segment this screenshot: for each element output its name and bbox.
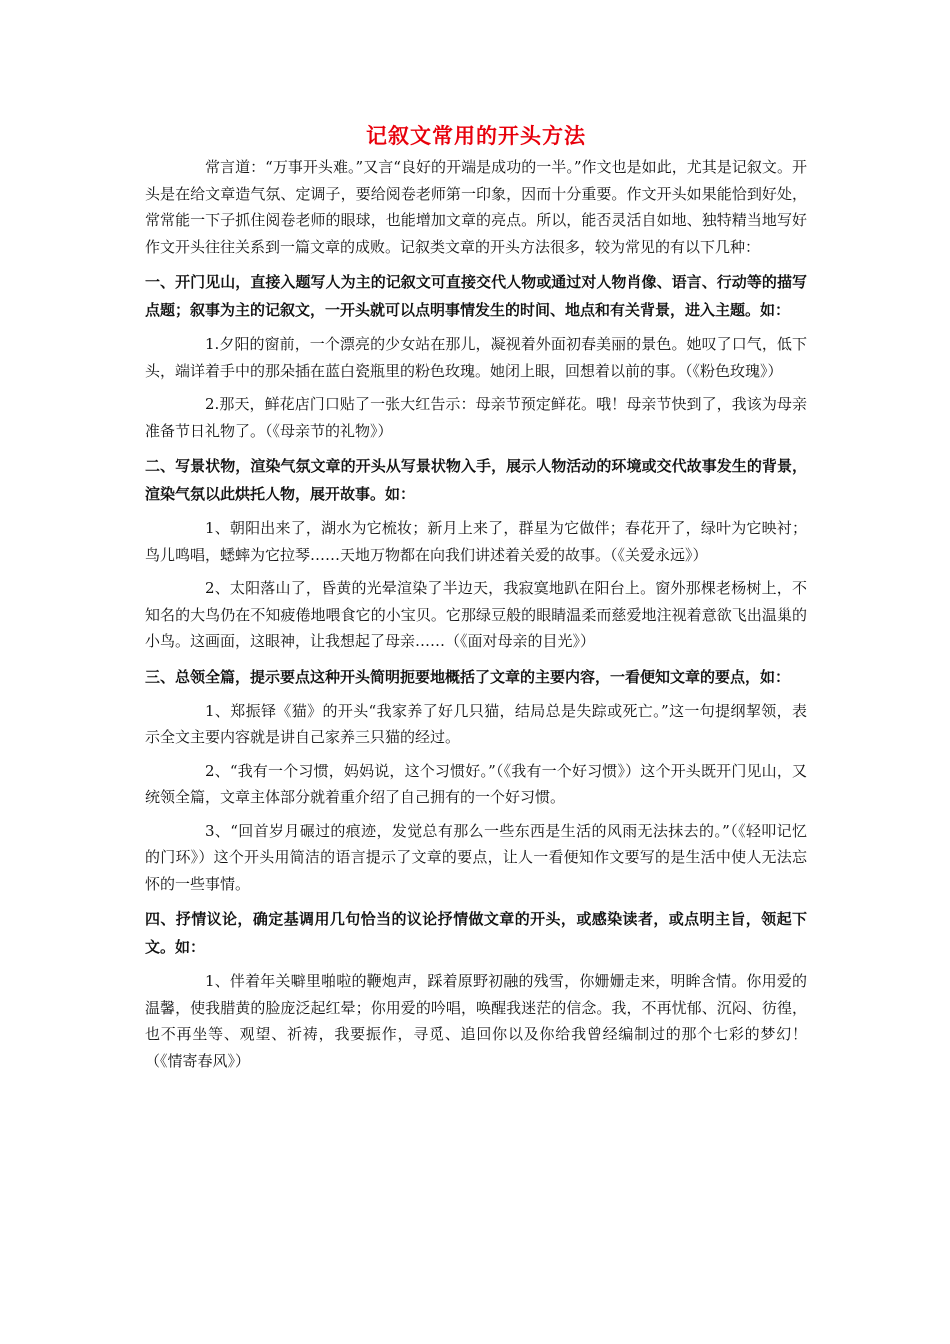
example-paragraph: 1、郑振铎《猫》的开头“我家养了好几只猫，结局总是失踪或死亡。”这一句提纲挈领，表示全文主要内容就是讲自己家养三只猫的经过。	[145, 701, 807, 746]
example-paragraph: 2.那天，鲜花店门口贴了一张大红告示：母亲节预定鲜花。哦！母亲节快到了，我该为母亲准备节日礼物了。（《母亲节的礼物》）	[145, 395, 807, 440]
section-2	[145, 452, 807, 655]
document-title: 记叙文常用的开头方法	[366, 124, 586, 148]
example-paragraph: 1、朝阳出来了，湖水为它梳妆；新月上来了，群星为它做伴；春花开了，绿叶为它映衬；鸟儿鸣唱，蟋蟀为它拉琴……天地万物都在向我们讲述着关爱的故事。（《关爱永远》）	[145, 519, 807, 564]
section-heading: 三、总领全篇，提示要点这种开头简明扼要地概括了文章的主要内容，一看便知文章的要点，如：	[145, 667, 791, 686]
example-paragraph: 1、伴着年关噼里啪啦的鞭炮声，踩着原野初融的残雪，你姗姗走来，明眸含情。你用爱的温馨，使我腊黄的脸庞泛起红晕；你用爱的吟唱，唤醒我迷茫的信念。我，不再忧郁、沉闷、彷徨，也不再坐等、观望、祈祷，我要振作，寻觅、追回你以及你给我曾经编制过的那个七彩的梦幻！（《情寄春风》）	[145, 972, 807, 1070]
section-1	[145, 268, 807, 444]
example-paragraph: 2、太阳落山了，昏黄的光晕渲染了半边天，我寂寞地趴在阳台上。窗外那棵老杨树上，不知名的大鸟仍在不知疲倦地喂食它的小宝贝。它那绿豆般的眼睛温柔而慈爱地注视着意欲飞出温巢的小鸟。这画面，这眼神，让我想起了母亲……（《面对母亲的目光》）	[145, 579, 807, 650]
section-heading: 二、写景状物，渲染气氛文章的开头从写景状物入手，展示人物活动的环境或交代故事发生的背景，渲染气氛以此烘托人物，展开故事。如：	[145, 457, 807, 503]
section-heading: 一、开门见山，直接入题写人为主的记叙文可直接交代人物或通过对人物肖像、语言、行动等的描写点题；叙事为主的记叙文，一开头就可以点明事情发生的时间、地点和有关背景，进入主题。如：	[145, 273, 807, 319]
document-page	[145, 120, 807, 1074]
section-4	[145, 905, 807, 1074]
example-paragraph: 3、“回首岁月碾过的痕迹，发觉总有那么一些东西是生活的风雨无法抹去的。”（《轻叩记忆的门环》）这个开头用简洁的语言提示了文章的要点，让人一看便知作文要写的是生活中使人无法忘怀的一些事情。	[145, 821, 807, 893]
example-paragraph: 2、“我有一个习惯，妈妈说，这个习惯好。”（《我有一个好习惯》）这个开头既开门见山，又统领全篇，文章主体部分就着重介绍了自己拥有的一个好习惯。	[145, 761, 807, 806]
section-3	[145, 663, 807, 898]
example-paragraph: 1.夕阳的窗前，一个漂亮的少女站在那儿，凝视着外面初春美丽的景色。她叹了口气，低下头，端详着手中的那朵插在蓝白瓷瓶里的粉色玫瑰。她闭上眼，回想着以前的事。（《粉色玫瑰》）	[145, 335, 807, 380]
section-heading: 四、抒情议论，确定基调用几句恰当的议论抒情做文章的开头，或感染读者，或点明主旨，领起下文。如：	[145, 910, 807, 956]
intro-paragraph: 常言道：“万事开头难。”又言“良好的开端是成功的一半。”作文也是如此，尤其是记叙文。开头是在给文章造气氛、定调子，要给阅卷老师第一印象，因而十分重要。作文开头如果能恰到好处，常常能一下子抓住阅卷老师的眼球，也能增加文章的亮点。所以，能否灵活自如地、独特精当地写好作文开头往往关系到一篇文章的成败。记叙类文章的开头方法很多，较为常见的有以下几种：	[145, 158, 807, 256]
